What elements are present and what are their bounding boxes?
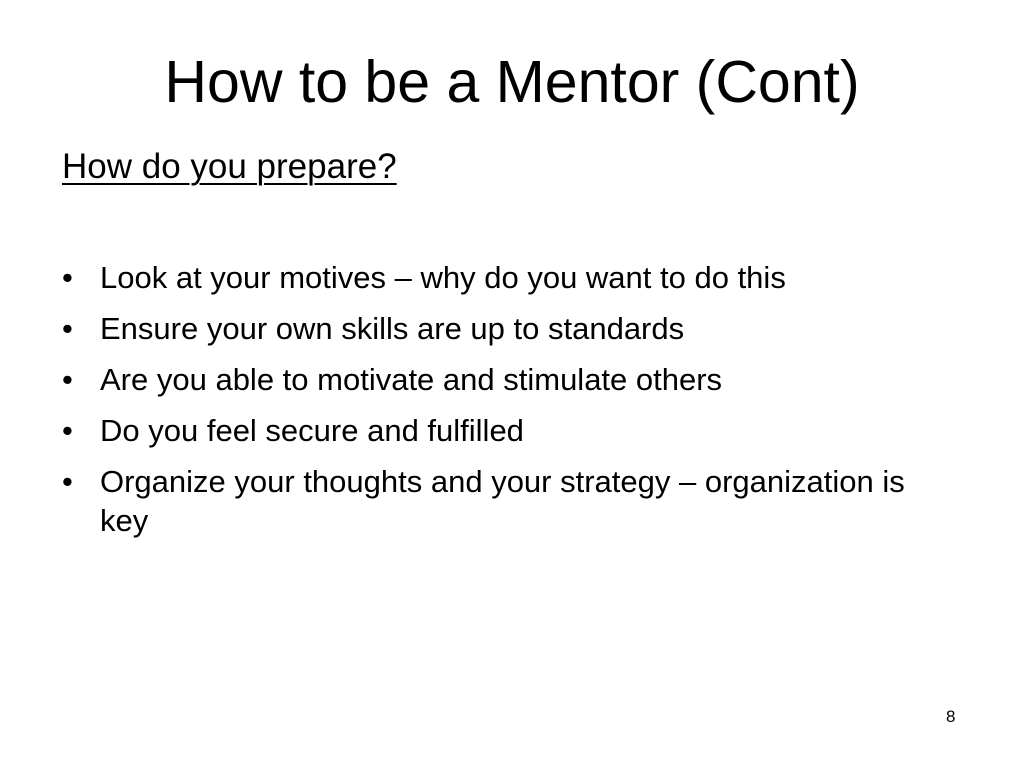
bullet-item <box>62 360 942 399</box>
bullet-text: Are you able to motivate and stimulate others <box>100 362 723 397</box>
bullet-icon: • <box>62 362 73 397</box>
bullet-icon: • <box>62 260 73 295</box>
bullet-icon: • <box>62 311 73 346</box>
bullet-icon: • <box>62 413 73 448</box>
bullet-item <box>62 309 942 348</box>
bullet-text: Look at your motives – why do you want to do this <box>100 260 786 295</box>
bullet-text: Ensure your own skills are up to standards <box>100 311 685 346</box>
bullet-text: Organize your thoughts and your strategy – organization is key <box>100 464 905 538</box>
slide-subtitle: How do you prepare? <box>62 147 397 186</box>
bullet-list <box>62 258 942 552</box>
bullet-text: Do you feel secure and fulfilled <box>100 413 524 448</box>
bullet-item <box>62 258 942 297</box>
slide-title: How to be a Mentor (Cont) <box>164 49 860 115</box>
bullet-item <box>62 462 942 540</box>
bullet-item <box>62 411 942 450</box>
page-number: 8 <box>946 707 956 726</box>
bullet-icon: • <box>62 464 73 499</box>
